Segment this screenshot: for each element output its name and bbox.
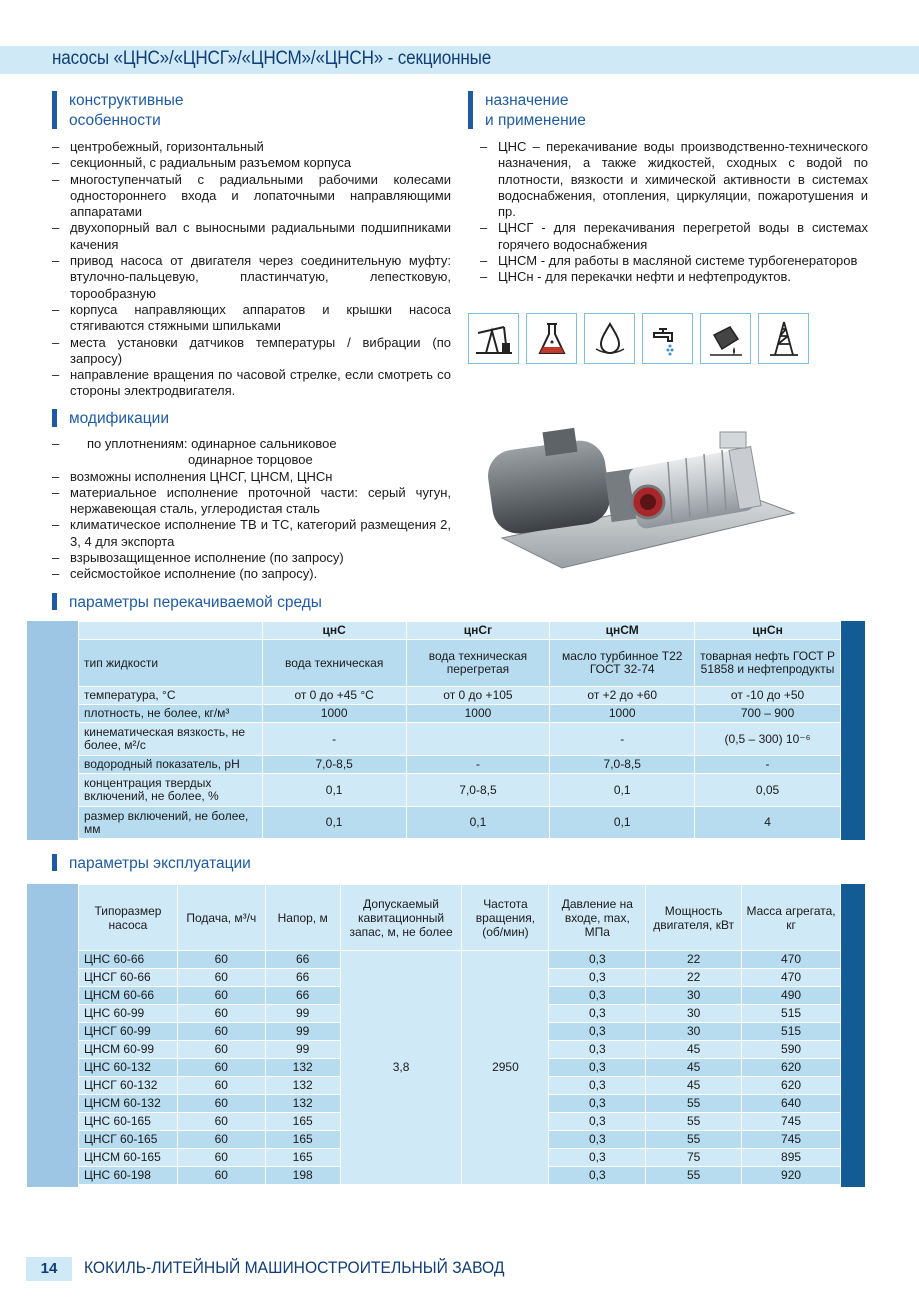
list-item: – многоступенчатый с радиальными рабочими колесами одностороннего входа и лопаточными направляющими аппаратами [50, 172, 451, 221]
purpose-list [478, 139, 868, 286]
list-item: – ЦНСн - для перекачки нефти и нефтепродуктов. [478, 269, 868, 285]
table-row: ЦНСМ 60-99 60 99 0,3 45 590 [79, 1041, 841, 1059]
oil-derrick-icon [758, 313, 809, 364]
features-title-line1: конструктивные [69, 92, 184, 109]
list-item: – привод насоса от двигателя через соединительную муфту: втулочно-пальцевую, пластинчатую, лепестковую, торообразную [50, 253, 451, 302]
list-item: – секционный, с радиальным разъемом корпуса [50, 155, 451, 171]
company-name: КОКИЛЬ-ЛИТЕЙНЫЙ МАШИНОСТРОИТЕЛЬНЫЙ ЗАВОД [84, 1258, 505, 1277]
list-item: – двухопорный вал с выносными радиальными подшипниками качения [50, 220, 451, 253]
table-row: ЦНС 60-198 60 198 0,3 55 920 [79, 1167, 841, 1185]
list-item: – климатическое исполнение ТВ и ТС, категорий размещения 2, 3, 4 для экспорта [50, 517, 451, 550]
features-heading [52, 91, 183, 131]
purpose-title-line1: назначение [485, 92, 569, 109]
table-row: размер включений, не более, мм 0,1 0,1 0,1 4 [79, 807, 841, 839]
list-item: – по уплотнениям: одинарное сальниковое [50, 436, 451, 452]
table-row: ЦНСМ 60-132 60 132 0,3 55 640 [79, 1095, 841, 1113]
operation-params-heading [52, 854, 251, 874]
page-title: насосы «ЦНС»/«ЦНСГ»/«ЦНСМ»/«ЦНСН» - секционные [52, 48, 492, 69]
list-item: – взрывозащищенное исполнение (по запросу) [50, 550, 451, 566]
list-item: одинарное торцовое [188, 452, 313, 468]
table-side-right [841, 621, 865, 840]
table-row: ЦНСМ 60-165 60 165 0,3 75 895 [79, 1149, 841, 1167]
water-tap-icon [642, 313, 693, 364]
table-row: водородный показатель, рН 7,0-8,5 - 7,0-8,5 - [79, 756, 841, 774]
list-item: – центробежный, горизонтальный [50, 139, 451, 155]
footer [0, 1257, 919, 1281]
page-number: 14 [26, 1257, 72, 1281]
operation-params-table [78, 884, 841, 1185]
table-side-right [841, 884, 865, 1187]
media-params-table [78, 621, 841, 839]
list-item: – материальное исполнение проточной части: серый чугун, нержавеющая сталь, углеродистая сталь [50, 485, 451, 518]
list-item: – возможны исполнения ЦНСГ, ЦНСМ, ЦНСн [50, 469, 451, 485]
operation-params-title: параметры эксплуатации [69, 855, 251, 872]
table-row: концентрация твердых включений, не более, % 0,1 7,0-8,5 0,1 0,05 [79, 774, 841, 807]
table-row: ЦНСГ 60-66 60 66 0,3 22 470 [79, 969, 841, 987]
media-params-title: параметры перекачиваемой среды [69, 594, 322, 611]
purpose-title-line2: и применение [485, 112, 586, 129]
table-row: ЦНС 60-99 60 99 0,3 30 515 [79, 1005, 841, 1023]
oil-canister-icon [700, 313, 751, 364]
oil-pump-jack-icon [468, 313, 519, 364]
list-item: – сейсмостойкое исполнение (по запросу). [50, 566, 451, 582]
modifications-heading [52, 409, 169, 429]
table-row: ЦНСГ 60-99 60 99 0,3 30 515 [79, 1023, 841, 1041]
list-item: – ЦНСМ - для работы в масляной системе турбогенераторов [478, 253, 868, 269]
table-row: кинематическая вязкость, не более, м²/с - - (0,5 – 300) 10⁻⁶ [79, 723, 841, 756]
features-list [50, 139, 451, 400]
list-item: – корпуса направляющих аппаратов и крышки насоса стягиваются стяжными шпильками [50, 302, 451, 335]
table-header-row: цнС цнСг цнСМ цнСн [79, 622, 841, 640]
list-item: – ЦНСГ - для перекачивания перегретой воды в системах горячего водоснабжения [478, 220, 868, 253]
table-header-row: Типоразмер насоса Подача, м³/ч Напор, м Допускаемый кавитационный запас, м, не более Частота вращения, (об/мин) Давление на входе, max, МПа Мощность двигателя, кВт Масса агрегата, кг [79, 885, 841, 951]
table-side-left [27, 884, 78, 1187]
modifications-title: модификации [69, 410, 169, 427]
chemistry-flask-icon [526, 313, 577, 364]
rpm-value: 2950 [462, 951, 549, 1185]
table-row: тип жидкости вода техническая вода техническая перегретая масло турбинное Т22 ГОСТ 32-74 товарная нефть ГОСТ Р 51858 и нефтепродукты [79, 640, 841, 687]
media-params-heading [52, 593, 322, 613]
purpose-heading [468, 91, 586, 131]
cavitation-value: 3,8 [340, 951, 462, 1185]
application-icons [468, 313, 809, 364]
table-row: ЦНСГ 60-165 60 165 0,3 55 745 [79, 1131, 841, 1149]
modifications-list [50, 436, 451, 583]
table-row: ЦНСГ 60-132 60 132 0,3 45 620 [79, 1077, 841, 1095]
list-item: – места установки датчиков температуры / вибрации (по запросу) [50, 335, 451, 368]
water-drop-icon [584, 313, 635, 364]
table-row: ЦНС 60-132 60 132 0,3 45 620 [79, 1059, 841, 1077]
pump-image [482, 418, 812, 570]
table-row: ЦНС 60-66 60 66 3,8 2950 0,3 22 470 [79, 951, 841, 969]
table-row: плотность, не более, кг/м³ 1000 1000 1000 700 – 900 [79, 705, 841, 723]
list-item: – направление вращения по часовой стрелке, если смотреть со стороны электродвигателя. [50, 367, 451, 400]
list-item: – ЦНС – перекачивание воды производственно-технического назначения, а также жидкостей, сходных с водой по плотности, вязкости и химической активности в системах водоснабжения, отопления, циркуляции, пожаротушения и пр. [478, 139, 868, 220]
table-row: температура, °С от 0 до +45 °С от 0 до +105 от +2 до +60 от -10 до +50 [79, 687, 841, 705]
table-row: ЦНС 60-165 60 165 0,3 55 745 [79, 1113, 841, 1131]
features-title-line2: особенности [69, 112, 161, 129]
table-row: ЦНСМ 60-66 60 66 0,3 30 490 [79, 987, 841, 1005]
table-side-left [27, 621, 78, 840]
header-bar [0, 46, 919, 74]
